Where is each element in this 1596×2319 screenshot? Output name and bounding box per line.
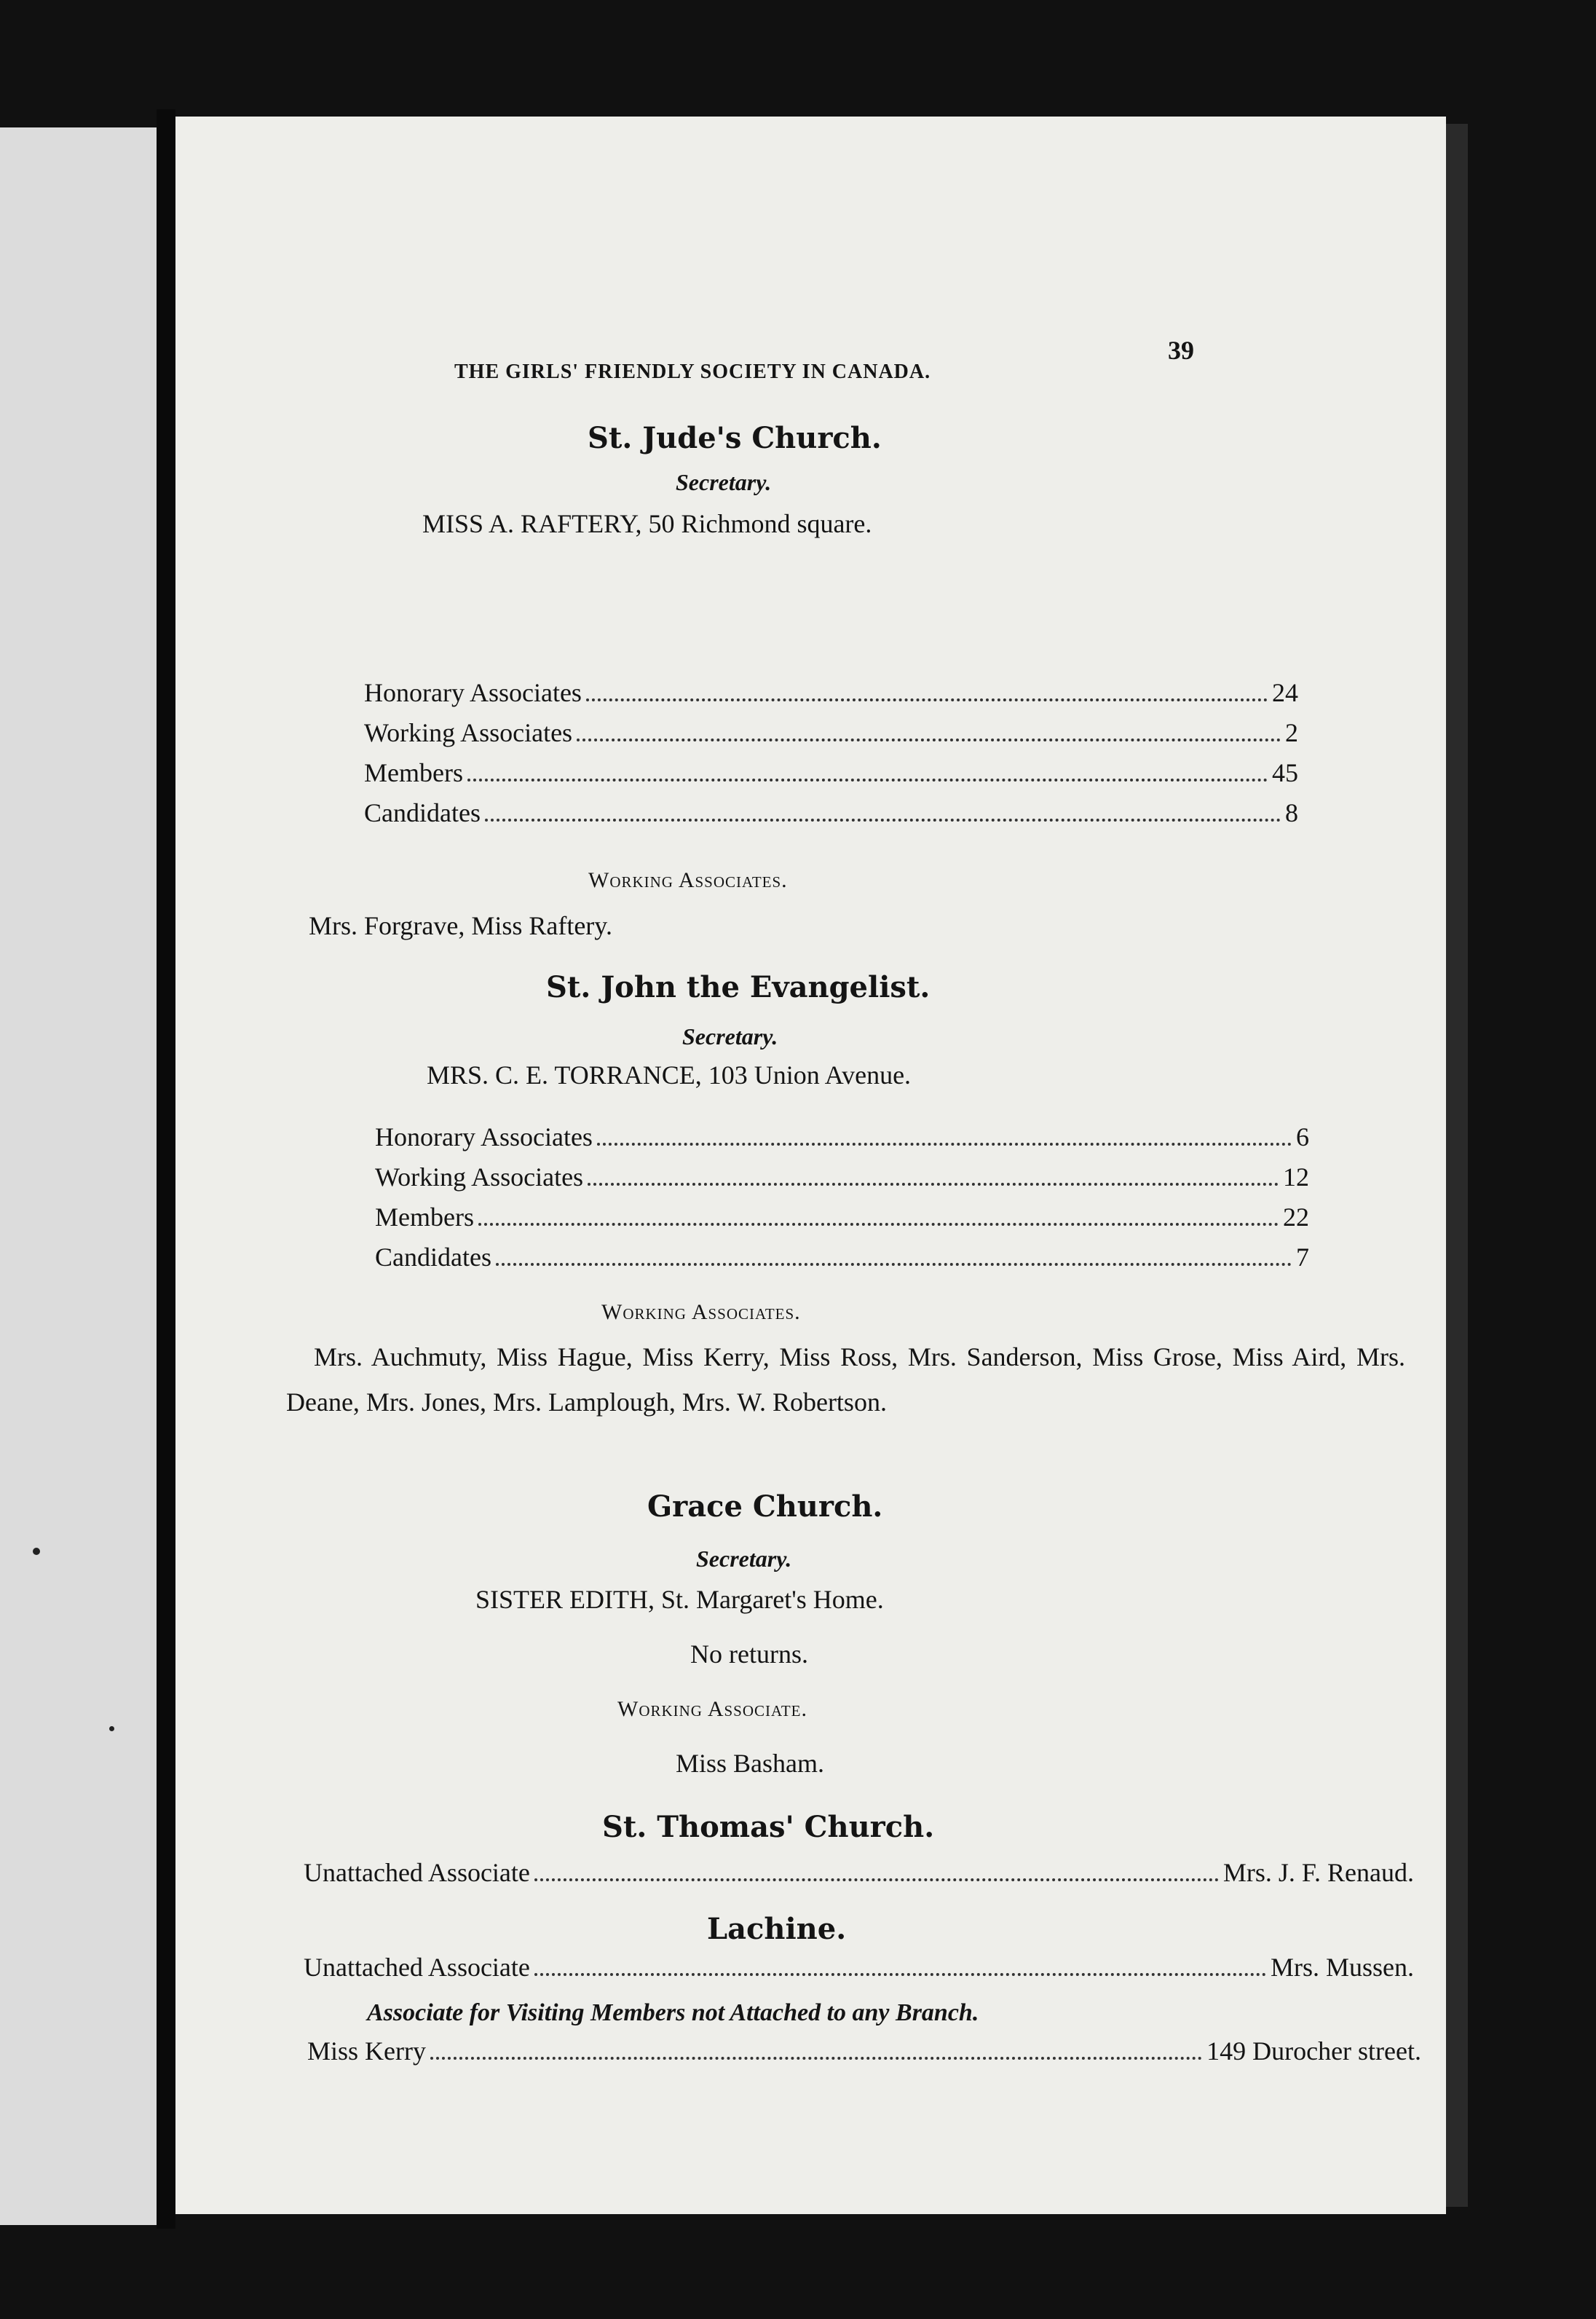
facing-page-mark (33, 1548, 40, 1555)
secretary-label: Secretary. (676, 469, 772, 495)
page-number: 39 (1168, 336, 1194, 365)
stat-label: Members (375, 1202, 474, 1232)
row-value: Mrs. Mussen. (1270, 1953, 1414, 1982)
stat-label: Members (364, 758, 463, 787)
secretary-label: Secretary. (696, 1546, 792, 1572)
row-value: Mrs. J. F. Renaud. (1222, 1858, 1414, 1887)
stat-row (375, 1242, 1309, 1272)
visiting-associate-row (307, 2036, 1421, 2066)
stat-value: 8 (1285, 798, 1298, 827)
stat-label: Candidates (364, 798, 481, 827)
stat-label: Working Associates (375, 1162, 584, 1192)
secretary-name: SISTER EDITH, St. Margaret's Home. (475, 1585, 884, 1614)
secretary-label: Secretary. (682, 1023, 778, 1050)
dot-leader (485, 819, 1281, 822)
dot-leader (496, 1263, 1292, 1266)
working-associates-names: Mrs. Auchmuty, Miss Hague, Miss Kerry, Miss Ross, Mrs. Sanderson, Miss Grose, Miss Aird, Mrs. Deane, Mrs. Jones, Mrs. Lamplough, Mrs. W. Robertson. (286, 1342, 1405, 1417)
dot-leader (586, 698, 1268, 701)
stat-label: Honorary Associates (364, 678, 582, 707)
stat-value: 2 (1285, 718, 1298, 747)
dot-leader (430, 2057, 1202, 2060)
row-value: 149 Durocher street. (1206, 2036, 1421, 2066)
stat-value: 12 (1283, 1162, 1309, 1192)
dot-leader (467, 779, 1268, 781)
stat-row (375, 1122, 1309, 1152)
stat-row (364, 677, 1298, 708)
stat-row (364, 798, 1298, 828)
row-label: Unattached Associate (304, 1858, 530, 1887)
running-title: THE GIRLS' FRIENDLY SOCIETY IN CANADA. (454, 361, 931, 383)
stat-label: Honorary Associates (375, 1122, 593, 1151)
section-heading: St. Jude's Church. (588, 421, 882, 455)
visiting-associate-heading: Associate for Visiting Members not Attached to any Branch. (367, 1999, 979, 2026)
no-returns-note: No returns. (690, 1639, 808, 1669)
working-associates-names: Mrs. Forgrave, Miss Raftery. (309, 911, 612, 940)
row-label: Unattached Associate (304, 1953, 530, 1982)
working-associates-label: Working Associates. (588, 868, 788, 892)
working-associate-name: Miss Basham. (676, 1749, 825, 1778)
secretary-name: MRS. C. E. TORRANCE, 103 Union Avenue. (427, 1060, 912, 1090)
section-heading: Lachine. (707, 1912, 847, 1946)
section-heading: St. John the Evangelist. (546, 970, 931, 1004)
working-associate-label: Working Associate. (617, 1697, 808, 1721)
dot-leader (577, 739, 1281, 741)
dot-leader (588, 1183, 1279, 1186)
page-edge-shadow (1446, 124, 1468, 2207)
stat-value: 7 (1296, 1243, 1309, 1272)
stat-row (364, 757, 1298, 788)
dot-leader (534, 1973, 1266, 1976)
facing-page-mark (109, 1726, 114, 1731)
dot-leader (534, 1878, 1219, 1881)
stat-row (364, 717, 1298, 748)
facing-page-edge (0, 127, 157, 2225)
section-heading: Grace Church. (647, 1489, 883, 1524)
book-page (175, 117, 1446, 2214)
working-associates-label: Working Associates. (601, 1300, 801, 1324)
dot-leader (478, 1223, 1279, 1226)
unattached-row (304, 1857, 1414, 1888)
stat-label: Working Associates (364, 718, 573, 747)
stat-row (375, 1202, 1309, 1232)
section-heading: St. Thomas' Church. (602, 1810, 935, 1844)
stat-row (375, 1162, 1309, 1192)
dot-leader (597, 1143, 1292, 1146)
stat-label: Candidates (375, 1243, 491, 1272)
unattached-row (304, 1952, 1414, 1983)
stat-value: 22 (1283, 1202, 1309, 1232)
book-gutter (157, 109, 175, 2229)
row-label: Miss Kerry (307, 2036, 426, 2066)
stat-value: 45 (1272, 758, 1298, 787)
stat-value: 24 (1272, 678, 1298, 707)
secretary-name: MISS A. RAFTERY, 50 Richmond square. (422, 509, 872, 538)
stat-value: 6 (1296, 1122, 1309, 1151)
